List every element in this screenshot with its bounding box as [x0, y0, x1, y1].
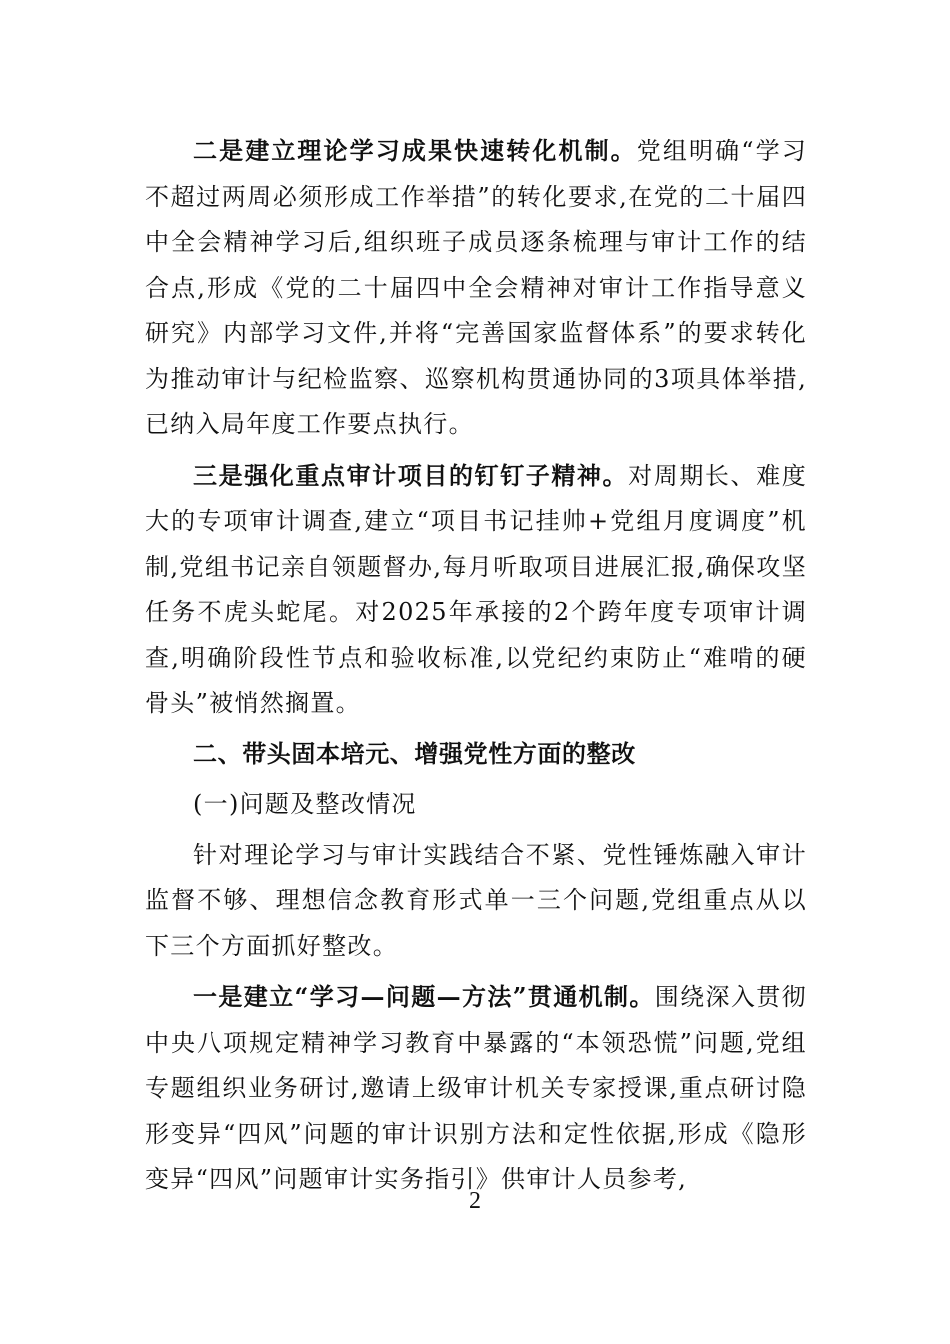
section-heading: 二、带头固本培元、增强党性方面的整改 [193, 739, 636, 768]
paragraph-lead: 一是建立“学习—问题—方法”贯通机制。 [193, 982, 655, 1011]
paragraph-lead: 二是建立理论学习成果快速转化机制。 [193, 136, 637, 165]
page-number: 2 [469, 1188, 481, 1214]
document-body [145, 128, 807, 1208]
paragraph-text: 对周期长、难度大的专项审计调查,建立“项目书记挂帅+党组月度调度”机制,党组书记亲自领题督办,每月听取项目进展汇报,确保攻坚任务不虎头蛇尾。对2025年承接的2个跨年度专项审计调查,明确阶段性节点和验收标准,以党纪约束防止“难啃的硬骨头”被悄然搁置。 [145, 461, 807, 717]
subsection-heading: (一)问题及整改情况 [193, 790, 417, 818]
paragraph-lead: 三是强化重点审计项目的钉钉子精神。 [193, 460, 629, 490]
paragraph-text: 党组明确“学习不超过两周必须形成工作举措”的转化要求,在党的二十届四中全会精神学习后,组织班子成员逐条梳理与审计工作的结合点,形成《党的二十届四中全会精神对审计工作指导意义研究》内部学习文件,并将“完善国家监督体系”的要求转化为推动审计与纪检监察、巡察机构贯通协同的3项具体举措,已纳入局年度工作要点执行。 [145, 137, 807, 438]
paragraph-key-projects [145, 453, 807, 727]
paragraph-text: 围绕深入贯彻中央八项规定精神学习教育中暴露的“本领恐慌”问题,党组专题组织业务研讨,邀请上级审计机关专家授课,重点研讨隐形变异“四风”问题的审计识别方法和定性依据,形成《隐形变异“四风”问题审计实务指引》供审计人员参考, [145, 983, 807, 1193]
paragraph-transform-mechanism [145, 128, 807, 448]
paragraph-study-mechanism [145, 974, 807, 1203]
paragraph-intro: 针对理论学习与审计实践结合不紧、党性锤炼融入审计监督不够、理想信念教育形式单一三个问题,党组重点从以下三个方面抓好整改。 [145, 840, 807, 960]
